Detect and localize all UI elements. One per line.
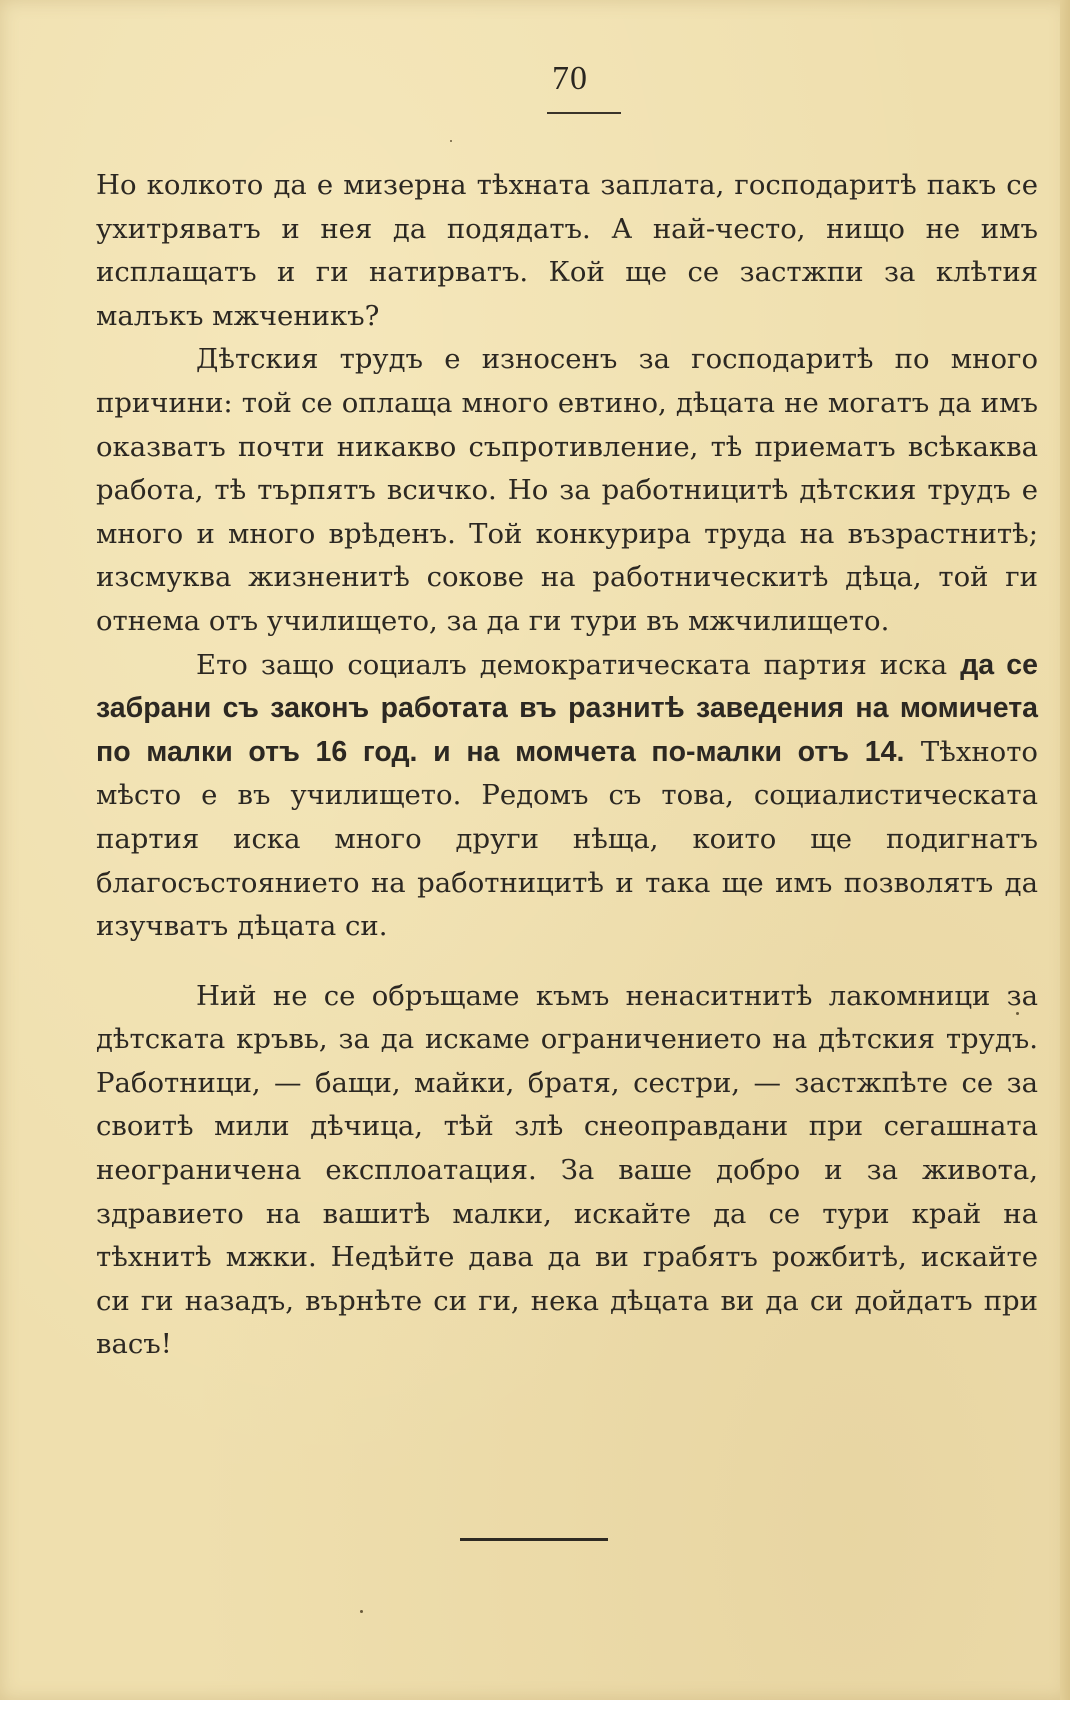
paragraph-3-emphasis: да се забрани съ законъ работата въ разнитѣ заведения на момичета по малки отъ 16 год. и на момчета по-малки отъ 14. [96, 648, 1039, 768]
paragraph-4: Ний не се обръщаме къмъ ненаситнитѣ лакомници за дѣтската кръвь, за да искаме ограничението на дѣтския трудъ. Работници, — бащи, майки, братя, сестри, — застжпѣте се за своитѣ мили дѣчица, тѣй злѣ снеоправдани при сегашната неограничена експлоатация. За ваше добро и за живота, здравието на вашитѣ малки, искайте да се тури край на тѣхнитѣ мжки. Недѣйте дава да ви грабятъ рожбитѣ, искайте си ги назадъ, върнѣте си ги, нека дѣцата ви да си дойдатъ при васъ! [96, 979, 1038, 1361]
page-edge [1060, 0, 1070, 1700]
paragraph-3-tail: Тѣхното мѣсто е въ училището. Редомъ съ това, социалистическата партия иска много други нѣща, които ще подигнатъ благосъстоянието на работницитѣ и така ще имъ позволятъ да изучватъ дѣцата си. [96, 735, 1038, 943]
paragraph-3 [96, 644, 1038, 949]
paragraph-1: Но колкото да е мизерна тѣхната заплата, господаритѣ пакъ се ухитряватъ и нея да подядатъ. А най-често, нищо не имъ исплащатъ и ги натирватъ. Кой ще се застжпи за клѣтия малъкъ мжченикъ? [96, 169, 1038, 332]
page-number: 70 [552, 60, 588, 97]
paper-speck [1016, 1012, 1019, 1015]
paper-speck [360, 1610, 363, 1613]
body-text [96, 164, 1038, 1367]
page-number-rule [547, 112, 621, 114]
paragraph-3-lead: Ето защо социалъ демократическата партия иска [196, 648, 961, 681]
paragraph-2: Дѣтския трудъ е износенъ за господаритѣ по много причини: той се оплаща много евтино, дѣцата не могатъ да имъ оказватъ почти никакво съпротивление, тѣ приематъ всѣкаква работа, тѣ търпятъ всичко. Но за работницитѣ дѣтския трудъ е много и много врѣденъ. Той конкурира труда на възрастнитѣ; изсмуква жизненитѣ сокове на работническитѣ дѣца, той ги отнема отъ училището, за да ги тури въ мжчилището. [96, 343, 1038, 637]
paper-speck [450, 140, 452, 142]
end-rule [460, 1538, 608, 1541]
